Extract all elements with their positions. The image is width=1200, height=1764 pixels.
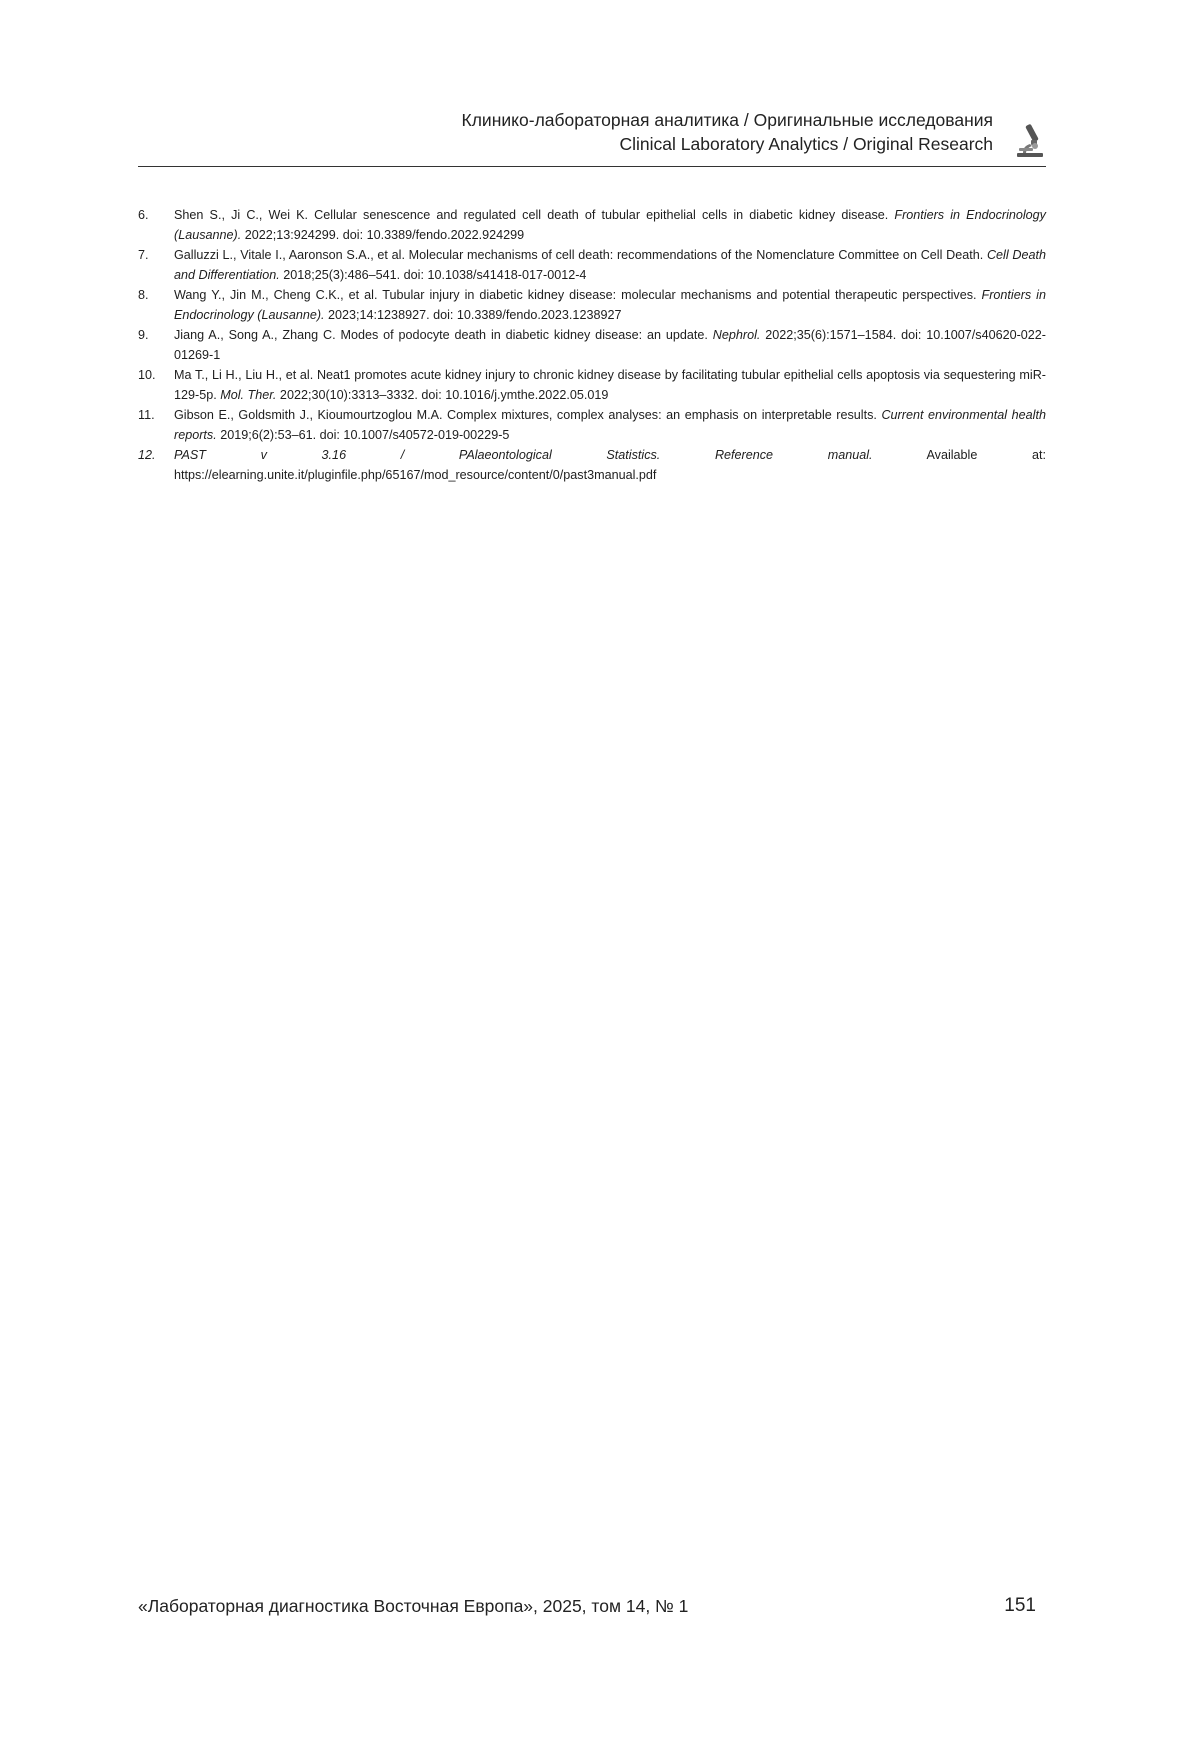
reference-item [138,365,1046,405]
reference-journal: Nephrol. [712,328,761,342]
reference-journal: Cell Death and Differentiation. [174,248,1046,282]
reference-number: 9. [138,328,149,342]
reference-details: 2022;35(6):1571–1584. doi: 10.1007/s40620-022-01269-1 [174,328,1047,362]
reference-text: Wang Y., Jin M., Cheng C.K., et al. Tubular injury in diabetic kidney disease: molecular mechanisms and potential therapeutic perspectives. [174,288,982,302]
reference-journal: Mol. Ther. [220,388,277,402]
header-title-en: Clinical Laboratory Analytics / Original Research [619,134,993,154]
reference-journal: PAST v 3.16 / PAlaeontological Statistics. Reference manual. [174,448,873,462]
reference-item [138,405,1046,445]
header-title-ru: Клинико-лабораторная аналитика / Оригинальные исследования [461,110,993,130]
footer-journal-citation: «Лабораторная диагностика Восточная Европа», 2025, том 14, № 1 [138,1596,689,1616]
reference-item [138,285,1046,325]
reference-details: 2023;14:1238927. doi: 10.3389/fendo.2023.1238927 [324,308,622,322]
reference-number: 6. [138,208,149,222]
reference-journal: Frontiers in Endocrinology (Lausanne). [174,288,1046,322]
reference-number: 12. [138,448,156,462]
reference-text: Jiang A., Song A., Zhang C. Modes of podocyte death in diabetic kidney disease: an update. [174,328,713,342]
reference-details: 2022;13:924299. doi: 10.3389/fendo.2022.924299 [241,228,525,242]
reference-number: 10. [138,368,156,382]
reference-details: 2019;6(2):53–61. doi: 10.1007/s40572-019-00229-5 [216,428,510,442]
reference-item [138,445,1046,485]
reference-item [138,205,1046,245]
reference-number: 7. [138,248,149,262]
reference-details: Available at: https://elearning.unite.it/pluginfile.php/65167/mod_resource/content/0/past3manual.pdf [174,448,1047,482]
reference-item [138,325,1046,365]
reference-item [138,245,1046,285]
reference-number: 11. [138,408,155,422]
reference-details: 2018;25(3):486–541. doi: 10.1038/s41418-017-0012-4 [279,268,587,282]
running-header [138,108,993,156]
reference-list [138,205,1046,485]
reference-text: Ma T., Li H., Liu H., et al. Neat1 promotes acute kidney injury to chronic kidney disease by facilitating tubular epithelial cells apoptosis via sequestering miR-129-5p. [174,368,1046,402]
microscope-icon [1015,122,1045,158]
reference-text: Galluzzi L., Vitale I., Aaronson S.A., et al. Molecular mechanisms of cell death: recommendations of the Nomenclature Committee on Cell Death. [174,248,987,262]
page-number: 151 [1004,1595,1036,1616]
reference-text: Shen S., Ji C., Wei K. Cellular senescence and regulated cell death of tubular epithelial cells in diabetic kidney disease. [174,208,895,222]
header-divider [138,166,1046,167]
reference-journal: Frontiers in Endocrinology (Lausanne). [174,208,1046,242]
reference-number: 8. [138,288,149,302]
reference-journal: Current environmental health reports. [174,408,1046,442]
reference-details: 2022;30(10):3313–3332. doi: 10.1016/j.ymthe.2022.05.019 [276,388,609,402]
reference-text: Gibson E., Goldsmith J., Kioumourtzoglou M.A. Complex mixtures, complex analyses: an emphasis on interpretable results. [174,408,882,422]
